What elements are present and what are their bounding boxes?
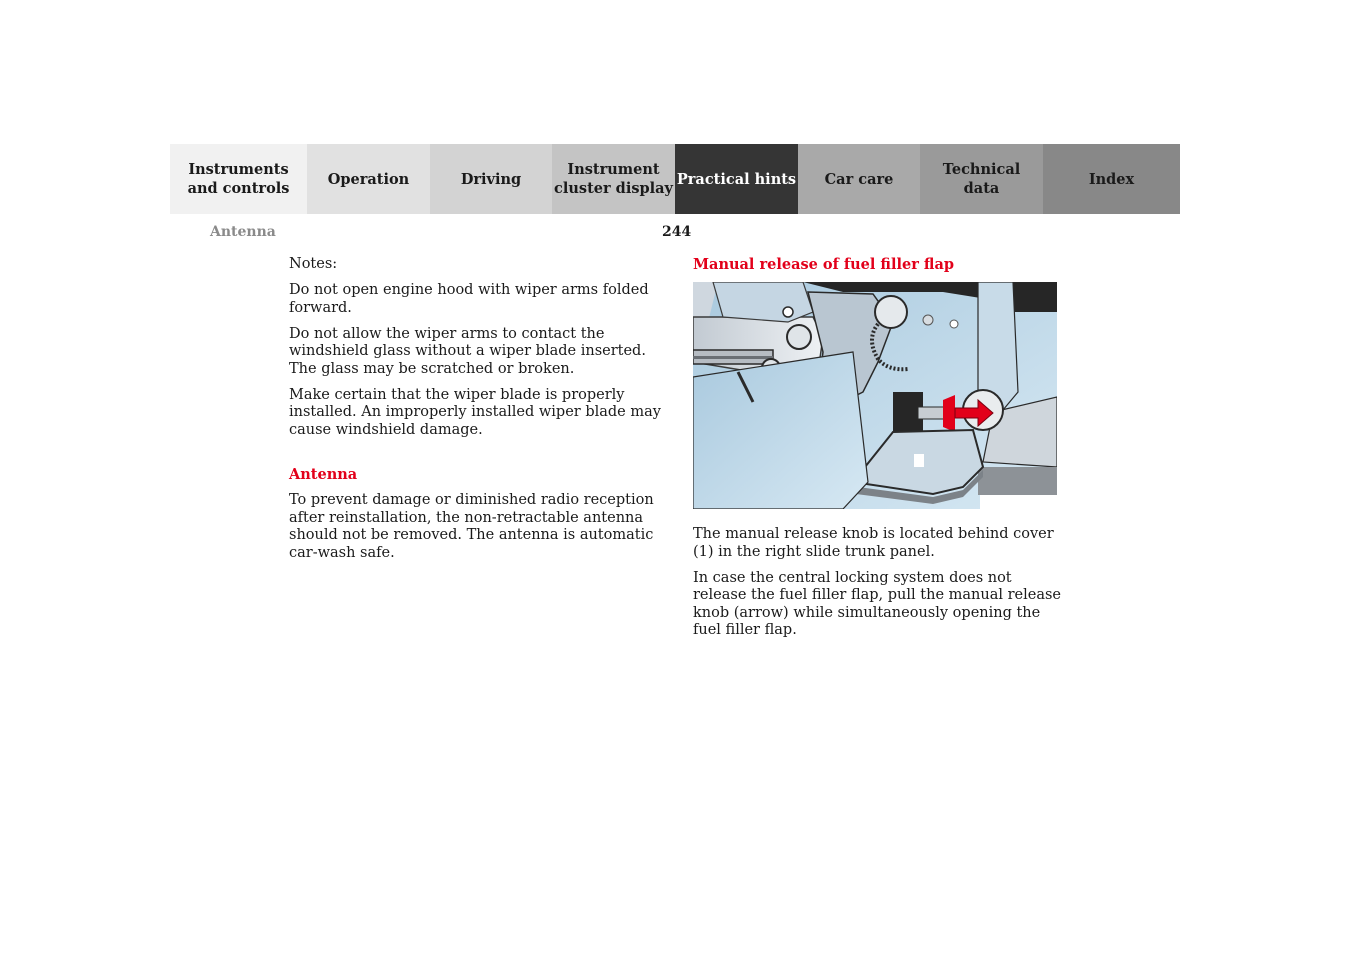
- antenna-paragraph: To prevent damage or diminished radio reception after reinstallation, the non-retractable antenna should not be removed. The antenna is automatic car-wash safe.: [289, 492, 654, 561]
- note-paragraph: Do not open engine hood with wiper arms folded forward.: [289, 282, 649, 316]
- antenna-heading: Antenna: [289, 466, 358, 483]
- tab-car-care[interactable]: Car care: [798, 144, 920, 214]
- chapter-navigation: [170, 144, 1180, 214]
- fuel-filler-heading: Manual release of fuel filler flap: [693, 256, 954, 273]
- notes-label: Notes:: [289, 256, 338, 272]
- tab-instruments-and-controls[interactable]: Instruments and controls: [170, 144, 307, 214]
- release-knob-paragraph: The manual release knob is located behind cover (1) in the right slide trunk panel.: [693, 526, 1054, 560]
- tab-driving[interactable]: Driving: [430, 144, 552, 214]
- tab-instrument-cluster-display[interactable]: Instrument cluster display: [552, 144, 675, 214]
- page-number: 244: [662, 224, 692, 240]
- tab-technical-data[interactable]: Technical data: [920, 144, 1043, 214]
- tab-operation[interactable]: Operation: [307, 144, 430, 214]
- fuel-filler-release-illustration: [693, 282, 1057, 509]
- tab-index[interactable]: Index: [1043, 144, 1180, 214]
- section-label: Antenna: [210, 224, 276, 240]
- left-column: [289, 256, 661, 571]
- right-column: [693, 256, 1063, 648]
- note-paragraph: Do not allow the wiper arms to contact the windshield glass without a wiper blade inserted. The glass may be scratched or broken.: [289, 325, 646, 377]
- tab-practical-hints[interactable]: Practical hints: [675, 144, 798, 214]
- release-instructions-paragraph: In case the central locking system does not release the fuel filler flap, pull the manual release knob (arrow) while simultaneously opening the fuel filler flap.: [693, 569, 1062, 638]
- note-paragraph: Make certain that the wiper blade is properly installed. An improperly installed wiper blade may cause windshield damage.: [289, 386, 661, 438]
